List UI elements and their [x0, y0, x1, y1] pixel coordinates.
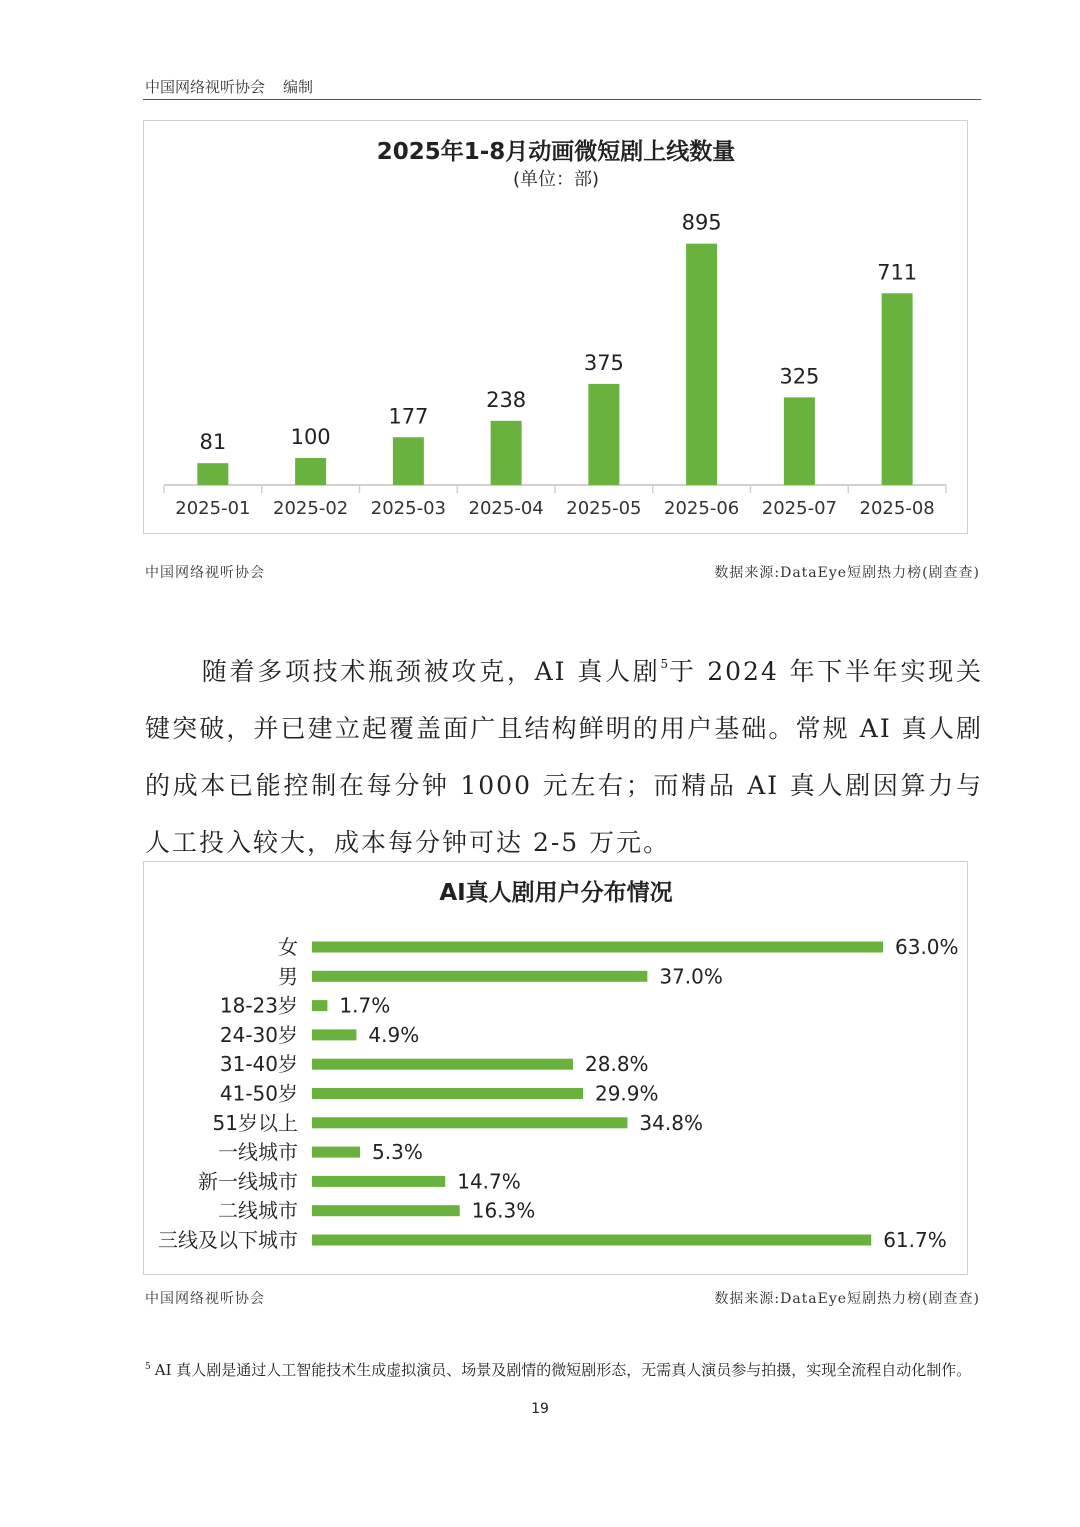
- bar: [312, 1088, 583, 1099]
- bar: [312, 1029, 356, 1040]
- x-tick-label: 2025-03: [370, 498, 446, 519]
- bar: [312, 1176, 445, 1187]
- bar: [686, 244, 717, 485]
- category-label: 41-50岁: [219, 1081, 298, 1106]
- monthly-animation-chart-svg: [144, 121, 967, 533]
- category-label: 24-30岁: [219, 1022, 298, 1047]
- bar: [312, 942, 883, 953]
- data-label: 100: [290, 425, 331, 450]
- data-label: 711: [877, 260, 918, 285]
- header-org: 中国网络视听协会: [145, 78, 266, 96]
- header-edit: 编制: [283, 78, 314, 96]
- data-label: 63.0%: [895, 935, 959, 959]
- chart1-source: 数据来源:DataEye短剧热力榜(剧查查): [714, 565, 980, 581]
- bar: [312, 971, 647, 982]
- footnote-mark: 5: [145, 1362, 151, 1372]
- data-label: 61.7%: [883, 1228, 947, 1252]
- bar: [312, 1059, 573, 1070]
- bar: [312, 1205, 460, 1216]
- x-tick-label: 2025-05: [566, 498, 642, 519]
- bar: [312, 1147, 360, 1158]
- bar: [393, 437, 424, 485]
- bar: [312, 1000, 327, 1011]
- data-label: 81: [199, 430, 227, 455]
- category-label: 男: [278, 964, 298, 989]
- page-number: 19: [531, 1401, 549, 1417]
- data-label: 29.9%: [594, 1081, 659, 1106]
- data-label: 14.7%: [457, 1169, 521, 1194]
- category-label: 三线及以下城市: [158, 1228, 298, 1252]
- chart1-credit: 中国网络视听协会: [145, 565, 265, 581]
- bar: [312, 1235, 871, 1246]
- data-label: 37.0%: [659, 964, 723, 989]
- bar: [491, 421, 522, 485]
- category-label: 18-23岁: [219, 993, 298, 1018]
- data-label: 16.3%: [471, 1198, 536, 1223]
- x-tick-label: 2025-08: [859, 498, 935, 519]
- data-label: 238: [486, 387, 527, 412]
- category-label: 新一线城市: [198, 1169, 298, 1194]
- footnote: [145, 1357, 981, 1381]
- x-tick-label: 2025-04: [468, 498, 544, 519]
- footnote-ref[interactable]: 5: [660, 657, 669, 671]
- monthly-animation-chart: [143, 120, 968, 534]
- category-label: 二线城市: [218, 1198, 298, 1223]
- data-label: 895: [681, 210, 722, 235]
- user-distribution-chart-svg: [144, 862, 967, 1274]
- x-tick-label: 2025-01: [175, 498, 251, 519]
- data-label: 28.8%: [585, 1052, 649, 1077]
- category-label: 一线城市: [218, 1140, 298, 1165]
- category-label: 女: [278, 935, 298, 959]
- chart2-credit: 中国网络视听协会: [145, 1291, 265, 1307]
- data-label: 4.9%: [368, 1022, 420, 1047]
- chart-title: 2025年1-8月动画微短剧上线数量: [376, 139, 736, 165]
- paragraph-text-b: 于 2024 年下半年实现关键突破，并已建立起覆盖面广且结构鲜明的用户基础。常规 AI 真人剧的成本已能控制在每分钟 1000 元左右；而精品 AI 真人剧因算力与人工投入较大，成本每分钟可达 2-5 万元。: [145, 657, 983, 857]
- category-label: 51岁以上: [212, 1110, 298, 1135]
- user-distribution-chart: [143, 861, 968, 1275]
- page-header: [145, 76, 313, 97]
- bar: [882, 293, 913, 485]
- chart-subtitle: (单位：部): [512, 169, 600, 190]
- data-label: 34.8%: [639, 1110, 703, 1135]
- bar: [784, 397, 815, 485]
- data-label: 177: [388, 404, 429, 429]
- x-tick-label: 2025-06: [664, 498, 740, 519]
- header-rule: [143, 99, 981, 100]
- x-tick-label: 2025-07: [761, 498, 837, 519]
- x-tick-label: 2025-02: [273, 498, 349, 519]
- chart2-source: 数据来源:DataEye短剧热力榜(剧查查): [714, 1291, 980, 1307]
- data-label: 1.7%: [339, 993, 391, 1018]
- bar: [588, 384, 619, 485]
- footnote-text: AI 真人剧是通过人工智能技术生成虚拟演员、场景及剧情的微短剧形态，无需真人演员参与拍摄，实现全流程自动化制作。: [154, 1361, 972, 1379]
- bar: [197, 463, 228, 485]
- paragraph-text-a: 随着多项技术瓶颈被攻克，AI 真人剧: [201, 657, 661, 686]
- data-label: 5.3%: [372, 1140, 423, 1165]
- chart-title: AI真人剧用户分布情况: [439, 880, 673, 906]
- body-paragraph: [145, 636, 983, 871]
- bar: [312, 1117, 627, 1128]
- category-label: 31-40岁: [219, 1052, 298, 1077]
- bar: [295, 458, 326, 485]
- data-label: 375: [583, 350, 624, 375]
- data-label: 325: [779, 364, 820, 389]
